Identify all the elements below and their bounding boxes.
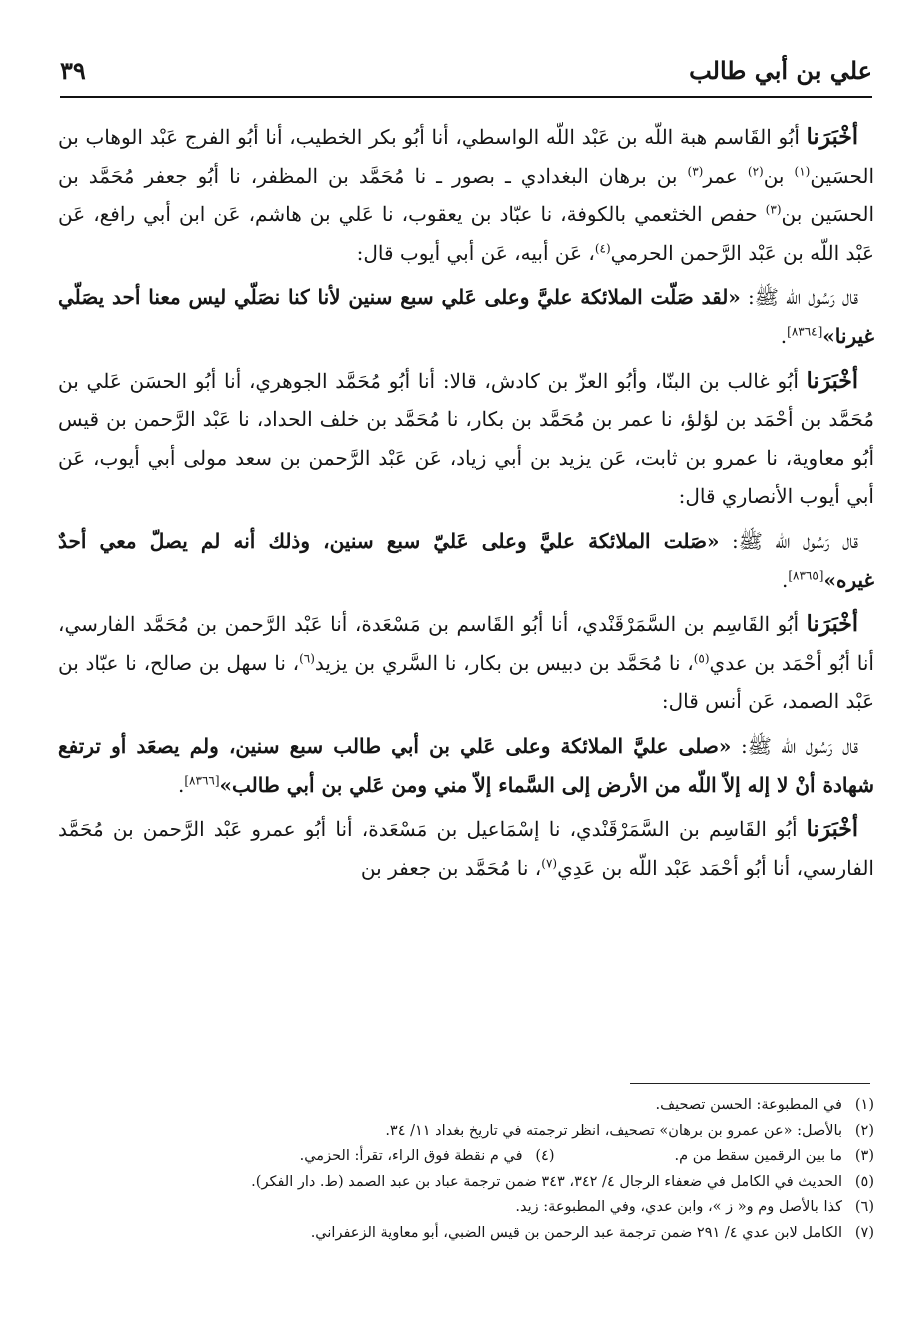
full-stop: . [178,772,185,797]
footnote-text: بالأصل: «عن عمرو بن برهان» تصحيف، انظر ترجمته في تاريخ بغداد ١١/ ٣٤. [385,1122,842,1139]
footnote-number: (٦) [854,1199,874,1215]
hadith-text: «صلى عليَّ الملائكة وعلى عَلي بن أبي طالب سبع سنين، ولم يصعَد أو ترتفع شهادة أنْ لا إله إلاّ اللّه من الأرض إلى السَّماء إلاّ مني ومن عَلي بن أبي طالب» [58,733,874,797]
isnad-paragraph [58,362,874,516]
paragraph-text: ، عَن أبيه، عَن أبي أيوب قال: [356,240,595,265]
footnote [90,1221,874,1247]
footnotes [90,1093,874,1246]
footnote-number: (١) [854,1097,874,1113]
hadith-number: [٨٣٦٦] [184,772,220,787]
lead-word: أخْبَرَنا [806,124,858,150]
hadith-number: [٨٣٦٥] [788,567,824,582]
paragraph-text: بن [763,163,795,188]
hadith-intro: قال رَسُول اللّه ﷺ: [740,285,858,310]
footnote-number: (٣) [854,1148,874,1164]
paragraph-text: ، نا مُحَمَّد بن جعفر بن [360,855,542,880]
footnote-ref[interactable]: (٧) [541,856,558,871]
paragraph-text: أبُو القَاسِم بن السَّمَرْقَنْدي، أنا أبُو القَاسم بن مَسْعَدة، أنا عَبْد الرَّحمن بن مُحَمَّد الفارسي، أنا أبُو أحْمَد بن عدي [58,612,874,675]
footnote [90,1093,874,1119]
footnote-ref[interactable]: (٢) [747,163,764,178]
spacer [555,1144,675,1170]
footnote-text: الكامل لابن عدي ٤/ ٢٩١ ضمن ترجمة عبد الرحمن بن قيس الضبي، أبو معاوية الزعفراني. [310,1224,842,1241]
footnote [90,1195,874,1221]
paragraph-text: عمر [703,163,748,188]
full-stop: . [780,323,788,348]
paragraph-text: ، نا سهل بن صالح، نا عبّاد بن عَبْد الصمد، عَن أنس قال: [58,650,874,714]
full-stop: . [781,567,789,592]
hadith-paragraph [58,278,874,355]
paragraph-text: بن برهان البغدادي ـ بصور ـ نا مُحَمَّد بن المظفر، نا أبُو جعفر مُحَمَّد بن الحسَين بن [58,163,875,227]
footnote-ref[interactable]: (٣) [765,202,782,217]
footnote-text: في م نقطة فوق الراء، تقرأ: الحزمي. [299,1148,523,1164]
footnote [90,1119,874,1145]
footnote [90,1170,874,1196]
footnote-ref[interactable]: (١) [794,163,811,178]
footnote-ref[interactable]: (٣) [687,163,704,178]
footnote-text: الحديث في الكامل في ضعفاء الرجال ٤/ ٣٤٢، ٣٤٣ ضمن ترجمة عباد بن عبد الصمد (ط. دار الفكر). [251,1173,842,1190]
page-number: ٣٩ [60,56,86,85]
footnote-text: ما بين الرقمين سقط من م. [674,1148,842,1164]
hadith-text: «صَلت الملائكة عليَّ وعلى عَليّ سبع سنين، وذلك أنه لم يصلّ معي أحدٌ غيره» [58,528,874,592]
chapter-title: علي بن أبي طالب [689,56,872,85]
footnote-number: (٢) [854,1122,874,1139]
footnote [90,1144,874,1170]
hadith-intro: قال رَسُول اللّه ﷺ: [731,733,859,758]
footnote-ref[interactable]: (٦) [299,651,315,666]
lead-word: أخْبَرَنا [806,611,858,638]
footnote-number: (٤) [535,1148,555,1164]
footnote-ref[interactable]: (٥) [693,651,710,666]
hadith-number: [٨٣٦٤] [787,324,823,339]
footnote-number: (٧) [854,1224,874,1241]
paragraph-text: أبُو القَاسِم بن السَّمَرْقَنْدي، نا إسْمَاعيل بن مَسْعَدة، أنا أبُو عمرو عَبْد الرَّحمن بن مُحَمَّد الفارسي، أنا أبُو أحْمَد عَبْد اللّه بن عَدِي [58,817,874,880]
lead-word: أخْبَرَنا [806,816,858,843]
hadith-paragraph [58,727,874,804]
lead-word: أخْبَرَنا [806,367,858,394]
footnote-number: (٥) [854,1173,874,1190]
isnad-paragraph [58,118,874,272]
hadith-intro: قال رَسُول اللّه ﷺ: [719,528,858,553]
footnote-text: كذا بالأصل وم و« ز »، وابن عدي، وفي المطبوعة: زيد. [515,1199,842,1215]
footnote-separator [630,1083,870,1084]
hadith-paragraph [58,522,874,599]
paragraph-text: أبُو القَاسم هبة اللّه بن عَبْد اللّه الواسطي، أنا أبُو بكر الخطيب، أنا أبُو الفرج عَبْد الوهاب بن الحسَين [58,125,875,188]
paragraph-text: ، نا مُحَمَّد بن دبيس بن بكار، نا السَّري بن يزيد [314,650,694,675]
footnote-text: في المطبوعة: الحسن تصحيف. [655,1097,842,1113]
footnote-ref[interactable]: (٤) [594,241,611,256]
running-header [60,52,872,98]
isnad-paragraph [58,605,874,721]
hadith-text: «لقد صَلّت الملائكة عليَّ وعلى عَلي سبع سنين لأنا كنا نصَلّي ليس معنا أحد يصَلّي غيرنا» [58,285,874,348]
paragraph-text: أبُو غالب بن البنّا، وأبُو العزّ بن كادش، قالا: أنا أبُو مُحَمَّد الجوهري، أنا أبُو الحسَن عَلي بن مُحَمَّد بن أحْمَد بن لؤلؤ، نا عمر بن مُحَمَّد بن بكار، نا مُحَمَّد بن خلف الحداد، نا عَبْد الرَّحمن بن قيس أبُو معاوية، نا عمرو بن ثابت، عَن يزيد بن أبي زياد، عَن عَبْد الرَّحمن بن سعد مولى أبي أيوب، عَن أبي أيوب الأنصاري قال: [58,368,874,509]
main-text [58,118,874,893]
paragraph-text: حفص الخثعمي بالكوفة، نا عبّاد بن يعقوب، نا عَلي بن هاشم، عَن ابن أبي رافع، عَن عَبْد اللّه بن عَبْد الرَّحمن الحرمي [58,202,874,265]
isnad-paragraph [58,810,874,887]
